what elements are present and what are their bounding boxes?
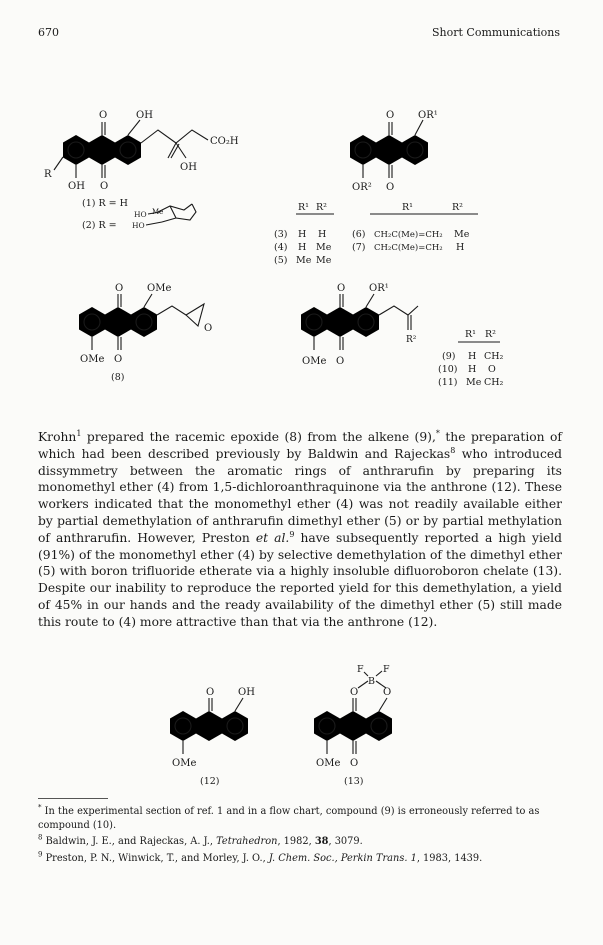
structure-9-11 — [301, 294, 500, 350]
text-run: Krohn — [38, 430, 77, 444]
s1-sugar-me: Me — [152, 208, 164, 216]
footnote-star — [38, 805, 558, 832]
footnote-text: , 1982, — [277, 836, 315, 848]
s13-ome-bottom: OMe — [316, 758, 341, 769]
s1-oxo-bottom: O — [100, 181, 109, 192]
footnote-text: , 3079. — [328, 836, 363, 848]
s13-label: (13) — [344, 776, 364, 787]
s8-oxo-top: O — [115, 283, 124, 294]
page-number: 670 — [38, 26, 59, 39]
s12-label: (12) — [200, 776, 220, 787]
s13-f-left: F — [357, 664, 364, 675]
s13-f-right: F — [383, 664, 390, 675]
s8-oxo-bottom: O — [114, 354, 123, 365]
s3-col-r2b: R² — [452, 202, 463, 213]
structure-13 — [314, 671, 392, 754]
structure-12 — [170, 698, 248, 754]
s3-col-r2: R² — [316, 202, 327, 213]
footnote-text: Baldwin, J. E., and Rajeckas, A. J., — [42, 836, 217, 848]
s3-row-r2: H — [456, 242, 465, 253]
s1-oxo-top: O — [99, 110, 108, 121]
s3-col-r1: R¹ — [298, 202, 309, 213]
s1-variant-1: (1) R = H — [82, 198, 128, 209]
journal-name: J. Chem. Soc., Perkin Trans. 1 — [268, 852, 417, 864]
s9-or1: OR¹ — [369, 283, 389, 294]
s13-oxo-bottom: O — [350, 758, 359, 769]
s3-row-r2: H — [318, 229, 327, 240]
s8-label: (8) — [111, 372, 125, 383]
footnote-text: Preston, P. N., Winwick, T., and Morley, J. O., — [42, 852, 269, 864]
s3-row-r2: Me — [454, 229, 470, 240]
text-run: who introduced dissymmetry between the aromatic rings of anthrarufin by preparing its monomethyl ether (4) from 1,5-dichloroanthraquinone via the anthrone (12). These workers indicated that the monomethyl ether (4) was not readily available either by partial demethylation of anthrarufin dimethyl ether (5) or by partial methylation of anthrarufin. However, Preston — [38, 446, 562, 545]
footnote-mark: 8 — [38, 833, 43, 842]
footnote-text: , 1983, 1439. — [416, 852, 483, 864]
text-run: have subsequently reported a high yield (91%) of the monomethyl ether (4) by selective demethylation of the dimethyl ether (5) with boron trifluoride etherate via a highly insoluble difluoroboron chelate (13). Despite our inability to reproduce the reported yield for this demethylation, a yield of 45% in our hands and the ready availability of the dimethyl ether (5) still made this route to (4) more attractive than that via the anthrone (12). — [38, 530, 562, 629]
s1-oh-top: OH — [136, 110, 153, 121]
s3-oxo-top: O — [386, 110, 395, 121]
s1-co2h: CO₂H — [210, 136, 239, 147]
s8-ome-bottom: OMe — [80, 354, 105, 365]
s13-boron: B — [368, 676, 375, 687]
text-run: the preparation of which had been described previously by Baldwin and Rajeckas — [38, 430, 562, 461]
s9-row-r2: O — [488, 364, 496, 375]
s3-col-r1b: R¹ — [402, 202, 413, 213]
s1-oh-side: OH — [180, 162, 197, 173]
s3-row-num: (5) — [274, 255, 288, 266]
s9-r2: R² — [406, 335, 417, 345]
s12-ome-bottom: OMe — [172, 758, 197, 769]
s1-r-label: R — [44, 169, 52, 180]
s9-oxo-bottom: O — [336, 356, 345, 367]
volume-number: 38 — [314, 836, 329, 848]
s3-or2: OR² — [352, 182, 372, 193]
s1-oh-bottom: OH — [68, 181, 85, 192]
s3-row-r2: Me — [316, 255, 332, 266]
s13-o-left: O — [350, 687, 359, 698]
s1-sugar-ho2: HO — [132, 221, 145, 230]
footnote-text: In the experimental section of ref. 1 and in a flow chart, compound (9) is erroneously referred to as compound (10). — [38, 806, 540, 831]
s3-row-r1: CH₂C(Me)=CH₂ — [374, 230, 443, 240]
s9-row-num: (9) — [442, 351, 456, 362]
s8-epoxide-o: O — [204, 323, 213, 334]
s9-row-num: (10) — [438, 364, 458, 375]
footnotes — [38, 805, 558, 868]
s13-o-right: O — [383, 687, 392, 698]
structure-3-7 — [296, 120, 478, 214]
s9-ome-bottom: OMe — [302, 356, 327, 367]
s3-row-r1: Me — [296, 255, 312, 266]
running-head: Short Communications — [431, 26, 560, 39]
s12-oh-top: OH — [238, 687, 255, 698]
text-run: prepared the racemic epoxide (8) from the alkene (9), — [81, 430, 436, 444]
s1-sugar-ho1: HO — [134, 210, 147, 219]
chemical-structures-lower — [0, 500, 603, 800]
s8-ome-top: OMe — [147, 283, 172, 294]
s3-row-r1: CH₂C(Me)=CH₂ — [374, 243, 443, 253]
s9-row-r2: CH₂ — [484, 377, 504, 388]
s9-row-r1: H — [468, 364, 477, 375]
s9-col-r1: R¹ — [465, 329, 476, 340]
s3-or1: OR¹ — [418, 110, 438, 121]
journal-name: Tetrahedron — [216, 836, 278, 848]
citation-marker: 1 — [76, 428, 82, 438]
s3-row-num: (6) — [352, 229, 366, 240]
footnote-8 — [38, 835, 558, 849]
footnote-divider — [38, 798, 108, 799]
s9-oxo-top: O — [337, 283, 346, 294]
footnote-9 — [38, 852, 558, 866]
s9-row-r2: CH₂ — [484, 351, 504, 362]
s12-oxo-top: O — [206, 687, 215, 698]
structure-8 — [79, 294, 204, 350]
s3-oxo-bottom: O — [386, 182, 395, 193]
s3-row-num: (4) — [274, 242, 288, 253]
s9-row-r1: H — [468, 351, 477, 362]
s3-row-r1: H — [298, 242, 307, 253]
s3-row-r2: Me — [316, 242, 332, 253]
footnote-mark: * — [38, 803, 42, 812]
text-run: et al. — [255, 530, 290, 545]
s1-variant-2: (2) R = — [82, 220, 117, 231]
footnote-mark: 9 — [38, 850, 43, 859]
chemical-structures — [0, 0, 603, 430]
s9-col-r2: R² — [485, 329, 496, 340]
s3-row-r1: H — [298, 229, 307, 240]
s9-row-num: (11) — [438, 377, 458, 388]
s3-row-num: (3) — [274, 229, 288, 240]
citation-marker: 9 — [289, 529, 295, 539]
s3-row-num: (7) — [352, 242, 366, 253]
citation-marker: 8 — [450, 445, 456, 455]
footnote-marker: * — [435, 428, 440, 438]
s9-row-r1: Me — [466, 377, 482, 388]
